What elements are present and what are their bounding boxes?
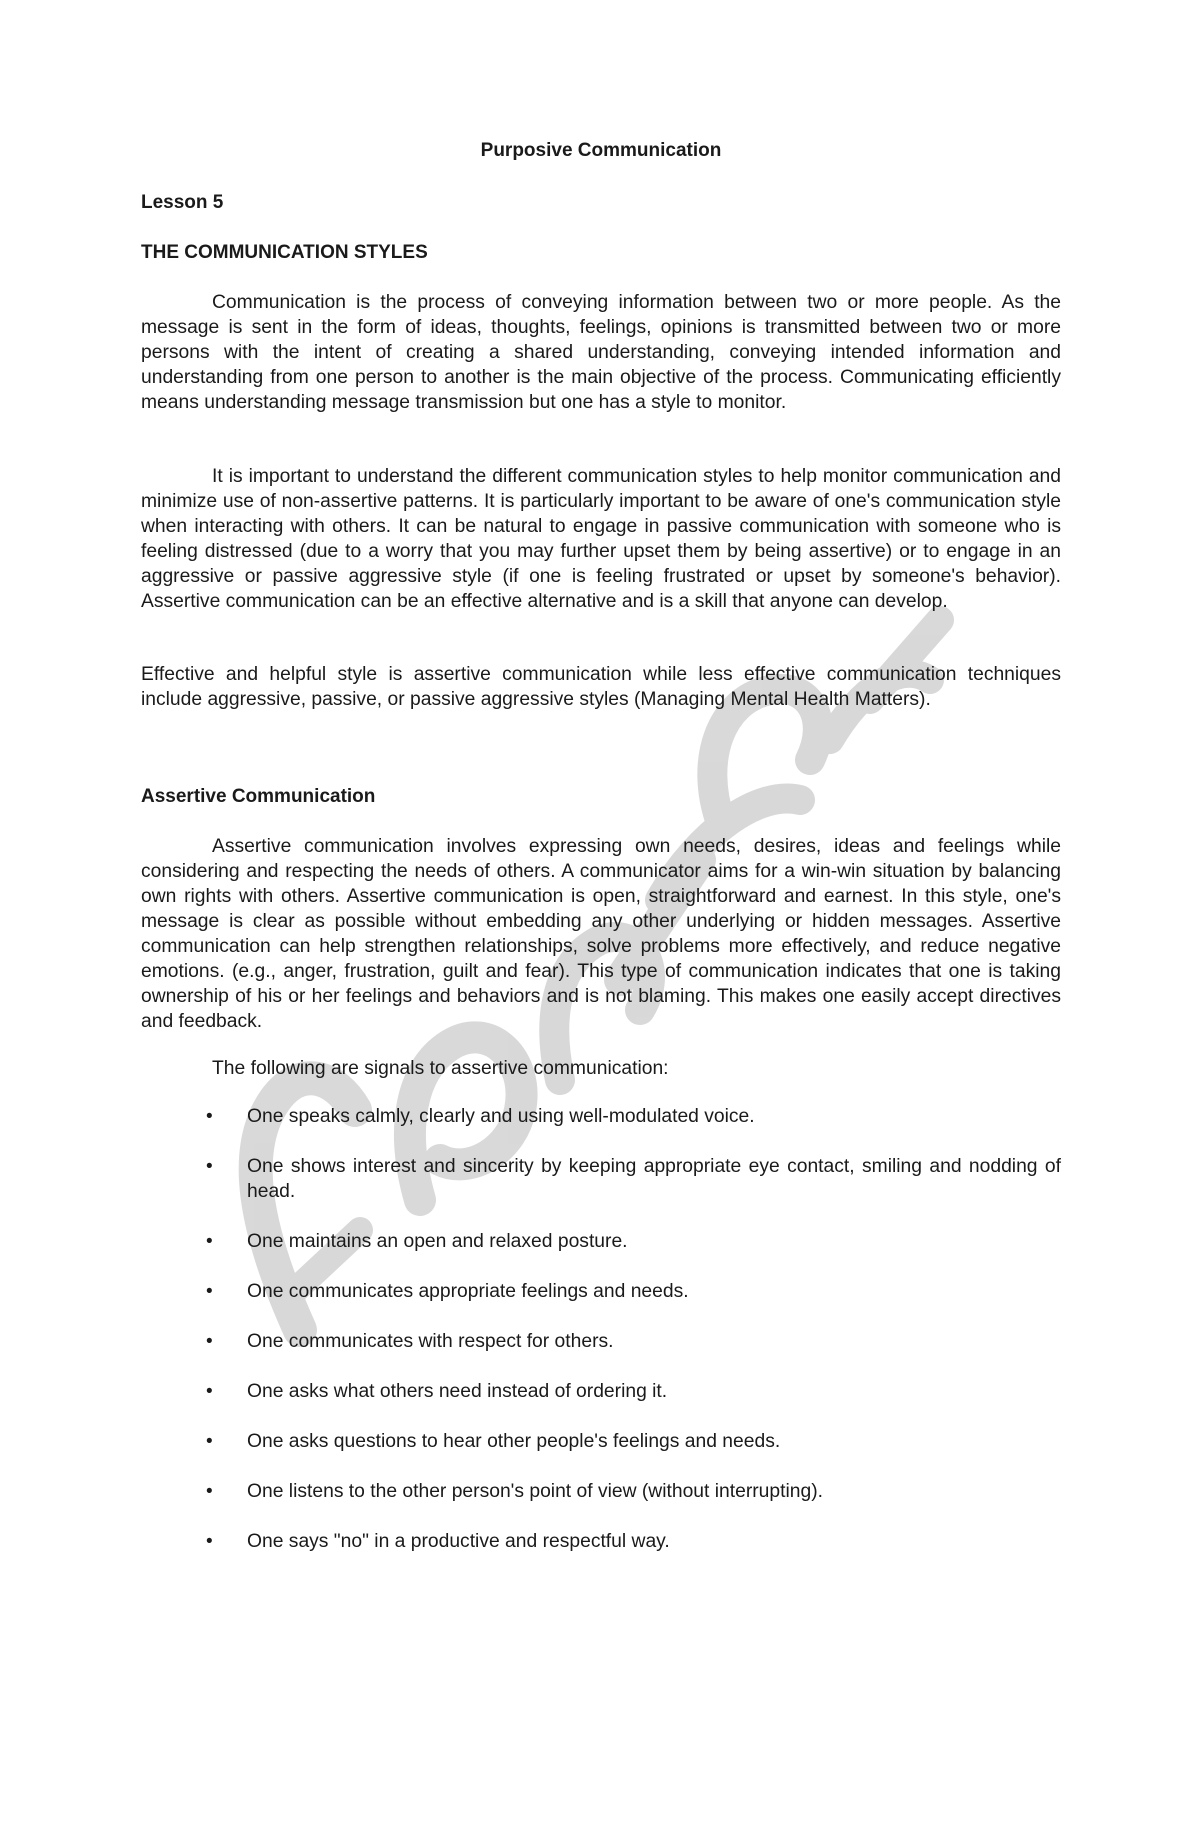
list-item (141, 1229, 1061, 1254)
list-item (141, 1429, 1061, 1454)
bullet-icon: • (206, 1481, 213, 1502)
signal-text: One asks questions to hear other people's feelings and needs. (247, 1431, 781, 1452)
bullet-icon: • (206, 1281, 213, 1302)
styles-paragraph: It is important to understand the different communication styles to help monitor communication and minimize use of non-assertive patterns. It is particularly important to be aware of one's communication style when interacting with others. It can be natural to engage in passive communication with someone who is feeling distressed (due to a worry that you may further upset them by being assertive) or to engage in an aggressive or passive aggressive style (if one is feeling frustrated or upset by someone's behavior). Assertive communication can be an effective alternative and is a skill that anyone can develop. (141, 466, 1061, 612)
bullet-icon: • (206, 1331, 213, 1352)
bullet-icon: • (206, 1531, 213, 1552)
bullet-icon: • (206, 1156, 213, 1177)
list-item (141, 1529, 1061, 1554)
signal-text: One listens to the other person's point of view (without interrupting). (247, 1481, 823, 1502)
list-item (141, 1154, 1061, 1204)
bullet-icon: • (206, 1431, 213, 1452)
signals-list (141, 1104, 1061, 1579)
bullet-icon: • (206, 1106, 213, 1127)
signal-text: One communicates appropriate feelings and needs. (247, 1281, 689, 1302)
document-title: Purposive Communication (480, 140, 722, 161)
signal-text: One maintains an open and relaxed posture. (247, 1231, 628, 1252)
signals-intro: The following are signals to assertive communication: (212, 1058, 669, 1079)
list-item (141, 1329, 1061, 1354)
assertive-heading: Assertive Communication (141, 786, 376, 807)
lesson-label: Lesson 5 (141, 192, 224, 213)
signal-text: One communicates with respect for others. (247, 1331, 614, 1352)
assertive-paragraph: Assertive communication involves expressing own needs, desires, ideas and feelings while considering and respecting the needs of others. A communicator aims for a win-win situation by balancing own rights with others. Assertive communication is open, straightforward and earnest. In this style, one's message is clear as possible without embedding any other underlying or hidden messages. Assertive communication can help strengthen relationships, solve problems more effectively, and reduce negative emotions. (e.g., anger, frustration, guilt and fear). This type of communication indicates that one is taking ownership of his or her feelings and behaviors and is not blaming. This makes one easily accept directives and feedback. (141, 836, 1061, 1032)
signal-text: One speaks calmly, clearly and using well-modulated voice. (247, 1106, 755, 1127)
signal-text: One asks what others need instead of ordering it. (247, 1381, 668, 1402)
intro-paragraph: Communication is the process of conveying information between two or more people. As the message is sent in the form of ideas, thoughts, feelings, opinions is transmitted between two or more persons with the intent of creating a shared understanding, conveying intended information and understanding from one person to another is the main objective of the process. Communicating efficiently means understanding message transmission but one has a style to monitor. (141, 292, 1061, 413)
bullet-icon: • (206, 1231, 213, 1252)
list-item (141, 1279, 1061, 1304)
list-item (141, 1379, 1061, 1404)
list-item (141, 1479, 1061, 1504)
bullet-icon: • (206, 1381, 213, 1402)
list-item (141, 1104, 1061, 1129)
section-title: THE COMMUNICATION STYLES (141, 242, 428, 263)
effective-style-paragraph: Effective and helpful style is assertive communication while less effective communication techniques include aggressive, passive, or passive aggressive styles (Managing Mental Health Matters). (141, 664, 1061, 710)
signal-text: One shows interest and sincerity by keeping appropriate eye contact, smiling and nodding of head. (247, 1156, 1061, 1202)
signal-text: One says "no" in a productive and respectful way. (247, 1531, 670, 1552)
